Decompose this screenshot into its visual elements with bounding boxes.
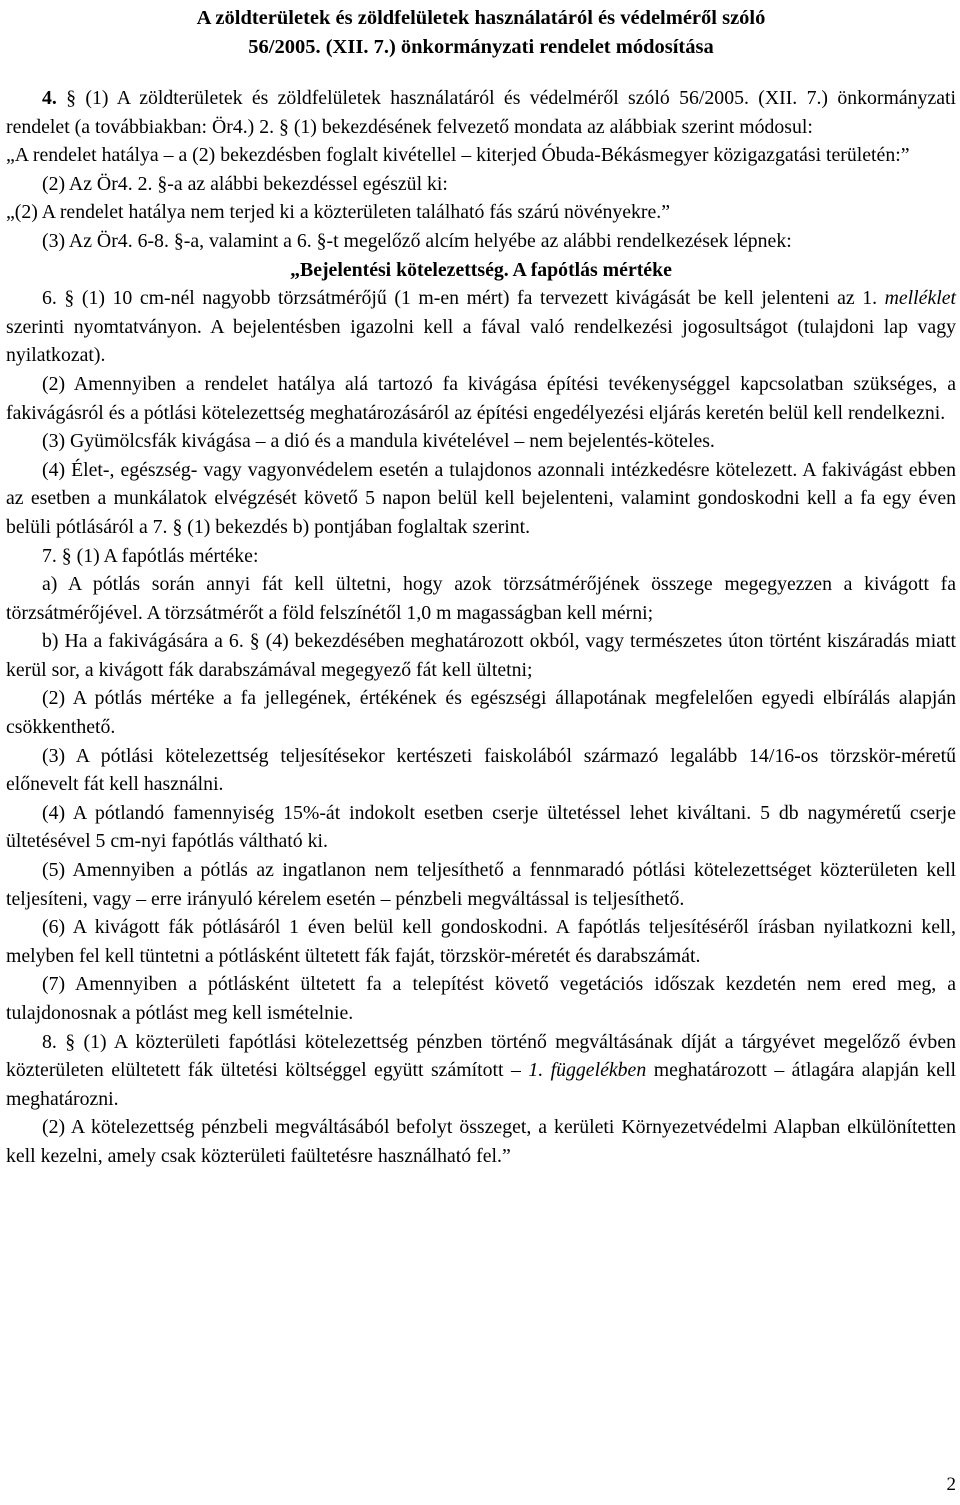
paragraph-8-2: (2) A kötelezettség pénzbeli megváltásából befolyt összeget, a kerületi Környezetvédelmi Alapban elkülönítetten kell kezelni, amely csak közterületi faültetésre használható fel.”: [6, 1116, 956, 1167]
paragraph-8-1: 8. § (1) A közterületi fapótlási kötelezettség pénzben történő megváltásának díját a tárgyévet megelőző évben közterületen elültetett fák ültetési költséggel együtt számított – 1. függelékben meghatározott – átlagára alapján kell meghatározni.: [6, 1030, 956, 1110]
annex-reference: melléklet: [884, 287, 956, 310]
paragraph-6-2: (2) Amennyiben a rendelet hatálya alá tartozó fa kivágása építési tevékenységgel kapcsolatban szükséges, a fakivágásról és a pótlási kötelezettség meghatározásáról az építési engedélyezési eljárás keretén belül kell rendelkezni.: [6, 372, 956, 424]
paragraph-6-1: 6. § (1) 10 cm-nél nagyobb törzsátmérőjű (1 m-en mért) fa tervezett kivágását be kell jelenteni az 1. melléklet szerinti nyomtatványon. A bejelentésben igazolni kell a fával való rendelkezési jogosultságot (tulajdoni lap vagy nyilatkozat).: [6, 287, 956, 367]
paragraph-7-7: (7) Amennyiben a pótlásként ültetett fa a telepítést követő vegetációs időszak kezdetén nem ered meg, a tulajdonosnak a pótlást meg kell ismételnie.: [6, 973, 956, 1024]
paragraph-7-6: (6) A kivágott fák pótlásáról 1 éven belül kell gondoskodni. A fapótlás teljesítéséről írásban nyilatkozni kell, melyben fel kell tüntetni a pótlásként ültetett fák faját, törzskör-méretét és darabszámát.: [6, 916, 956, 967]
quoted-text-exclusion: „(2) A rendelet hatálya nem terjed ki a közterületen található fás szárú növényekre.”: [6, 201, 671, 224]
appendix-reference: 1. függelékben: [528, 1059, 647, 1082]
document-page: [6, 4, 956, 1171]
paragraph-7-3: (3) A pótlási kötelezettség teljesítésekor kertészeti faiskolából származó legalább 14/16-os törzskör-méretű előnevelt fát kell használni.: [6, 744, 956, 796]
paragraph-7-1: 7. § (1) A fapótlás mértéke:: [42, 544, 259, 567]
paragraph-4-3: (3) Az Ör4. 6-8. §-a, valamint a 6. §-t megelőző alcím helyébe az alábbi rendelkezések lépnek:: [42, 229, 792, 252]
paragraph-6-3: (3) Gyümölcsfák kivágása – a dió és a mandula kivételével – nem bejelentés-köteles.: [42, 430, 715, 453]
paragraph-7-2: (2) A pótlás mértéke a fa jellegének, értékének és egészségi állapotának megfelelően egyedi elbírálás alapján csökkenthető.: [6, 687, 956, 739]
paragraph-6-4: (4) Élet-, egészség- vagy vagyonvédelem esetén a tulajdonos azonnali intézkedésre kötelezett. A fakivágást ebben az esetben a munkálatok elvégzését követő 5 napon belül kell bejelenteni, valamint gondoskodni kell a fa egy éven belüli pótlásáról a 7. § (1) bekezdés b) pontjában foglaltak szerint.: [6, 458, 956, 538]
paragraph-4-1: 4. § (1) A zöldterületek és zöldfelületek használatáról és védelméről szóló 56/2005. (XII. 7.) önkormányzati rendelet (a továbbiakban: Ör4.) 2. § (1) bekezdésének felvezető mondata az alábbiak szerint módosul:: [6, 87, 956, 138]
paragraph-4-2: (2) Az Ör4. 2. §-a az alábbi bekezdéssel egészül ki:: [42, 172, 448, 195]
paragraph-7-4: (4) A pótlandó famennyiség 15%-át indokolt esetben cserje ültetéssel lehet kiváltani. 5 db nagyméretű cserje ültetésével 5 cm-nyi fapótlás váltható ki.: [6, 801, 956, 853]
paragraph-7-1-b: b) Ha a fakivágására a 6. § (4) bekezdésében meghatározott okból, vagy természetes úton történt kiszáradás miatt kerül sor, a kivágott fák darabszámával megegyező fát kell ültetni;: [6, 630, 956, 681]
document-title-line-1: A zöldterületek és zöldfelületek használatáról és védelméről szóló: [196, 7, 766, 29]
paragraph-7-1-a: a) A pótlás során annyi fát kell ültetni, hogy azok törzsátmérőjének összege megegyezzen a kivágott fa törzsátmérőjével. A törzsátmérőt a föld felszínétől 1,0 m magasságban kell mérni;: [6, 573, 956, 624]
section-number: 4.: [42, 87, 57, 109]
quoted-text-scope: „A rendelet hatálya – a (2) bekezdésben foglalt kivétellel – kiterjed Óbuda-Békásmegyer közigazgatási területén:”: [6, 144, 910, 167]
page-number: 2: [946, 1474, 956, 1495]
document-title-line-2: 56/2005. (XII. 7.) önkormányzati rendelet módosítása: [248, 36, 714, 58]
paragraph-7-5: (5) Amennyiben a pótlás az ingatlanon nem teljesíthető a fennmaradó pótlási kötelezettséget közterületen kell teljesíteni, vagy – erre irányuló kérelem esetén – pénzbeli megváltással is teljesíthető.: [6, 859, 956, 910]
subtitle-heading: „Bejelentési kötelezettség. A fapótlás mértéke: [290, 258, 672, 281]
